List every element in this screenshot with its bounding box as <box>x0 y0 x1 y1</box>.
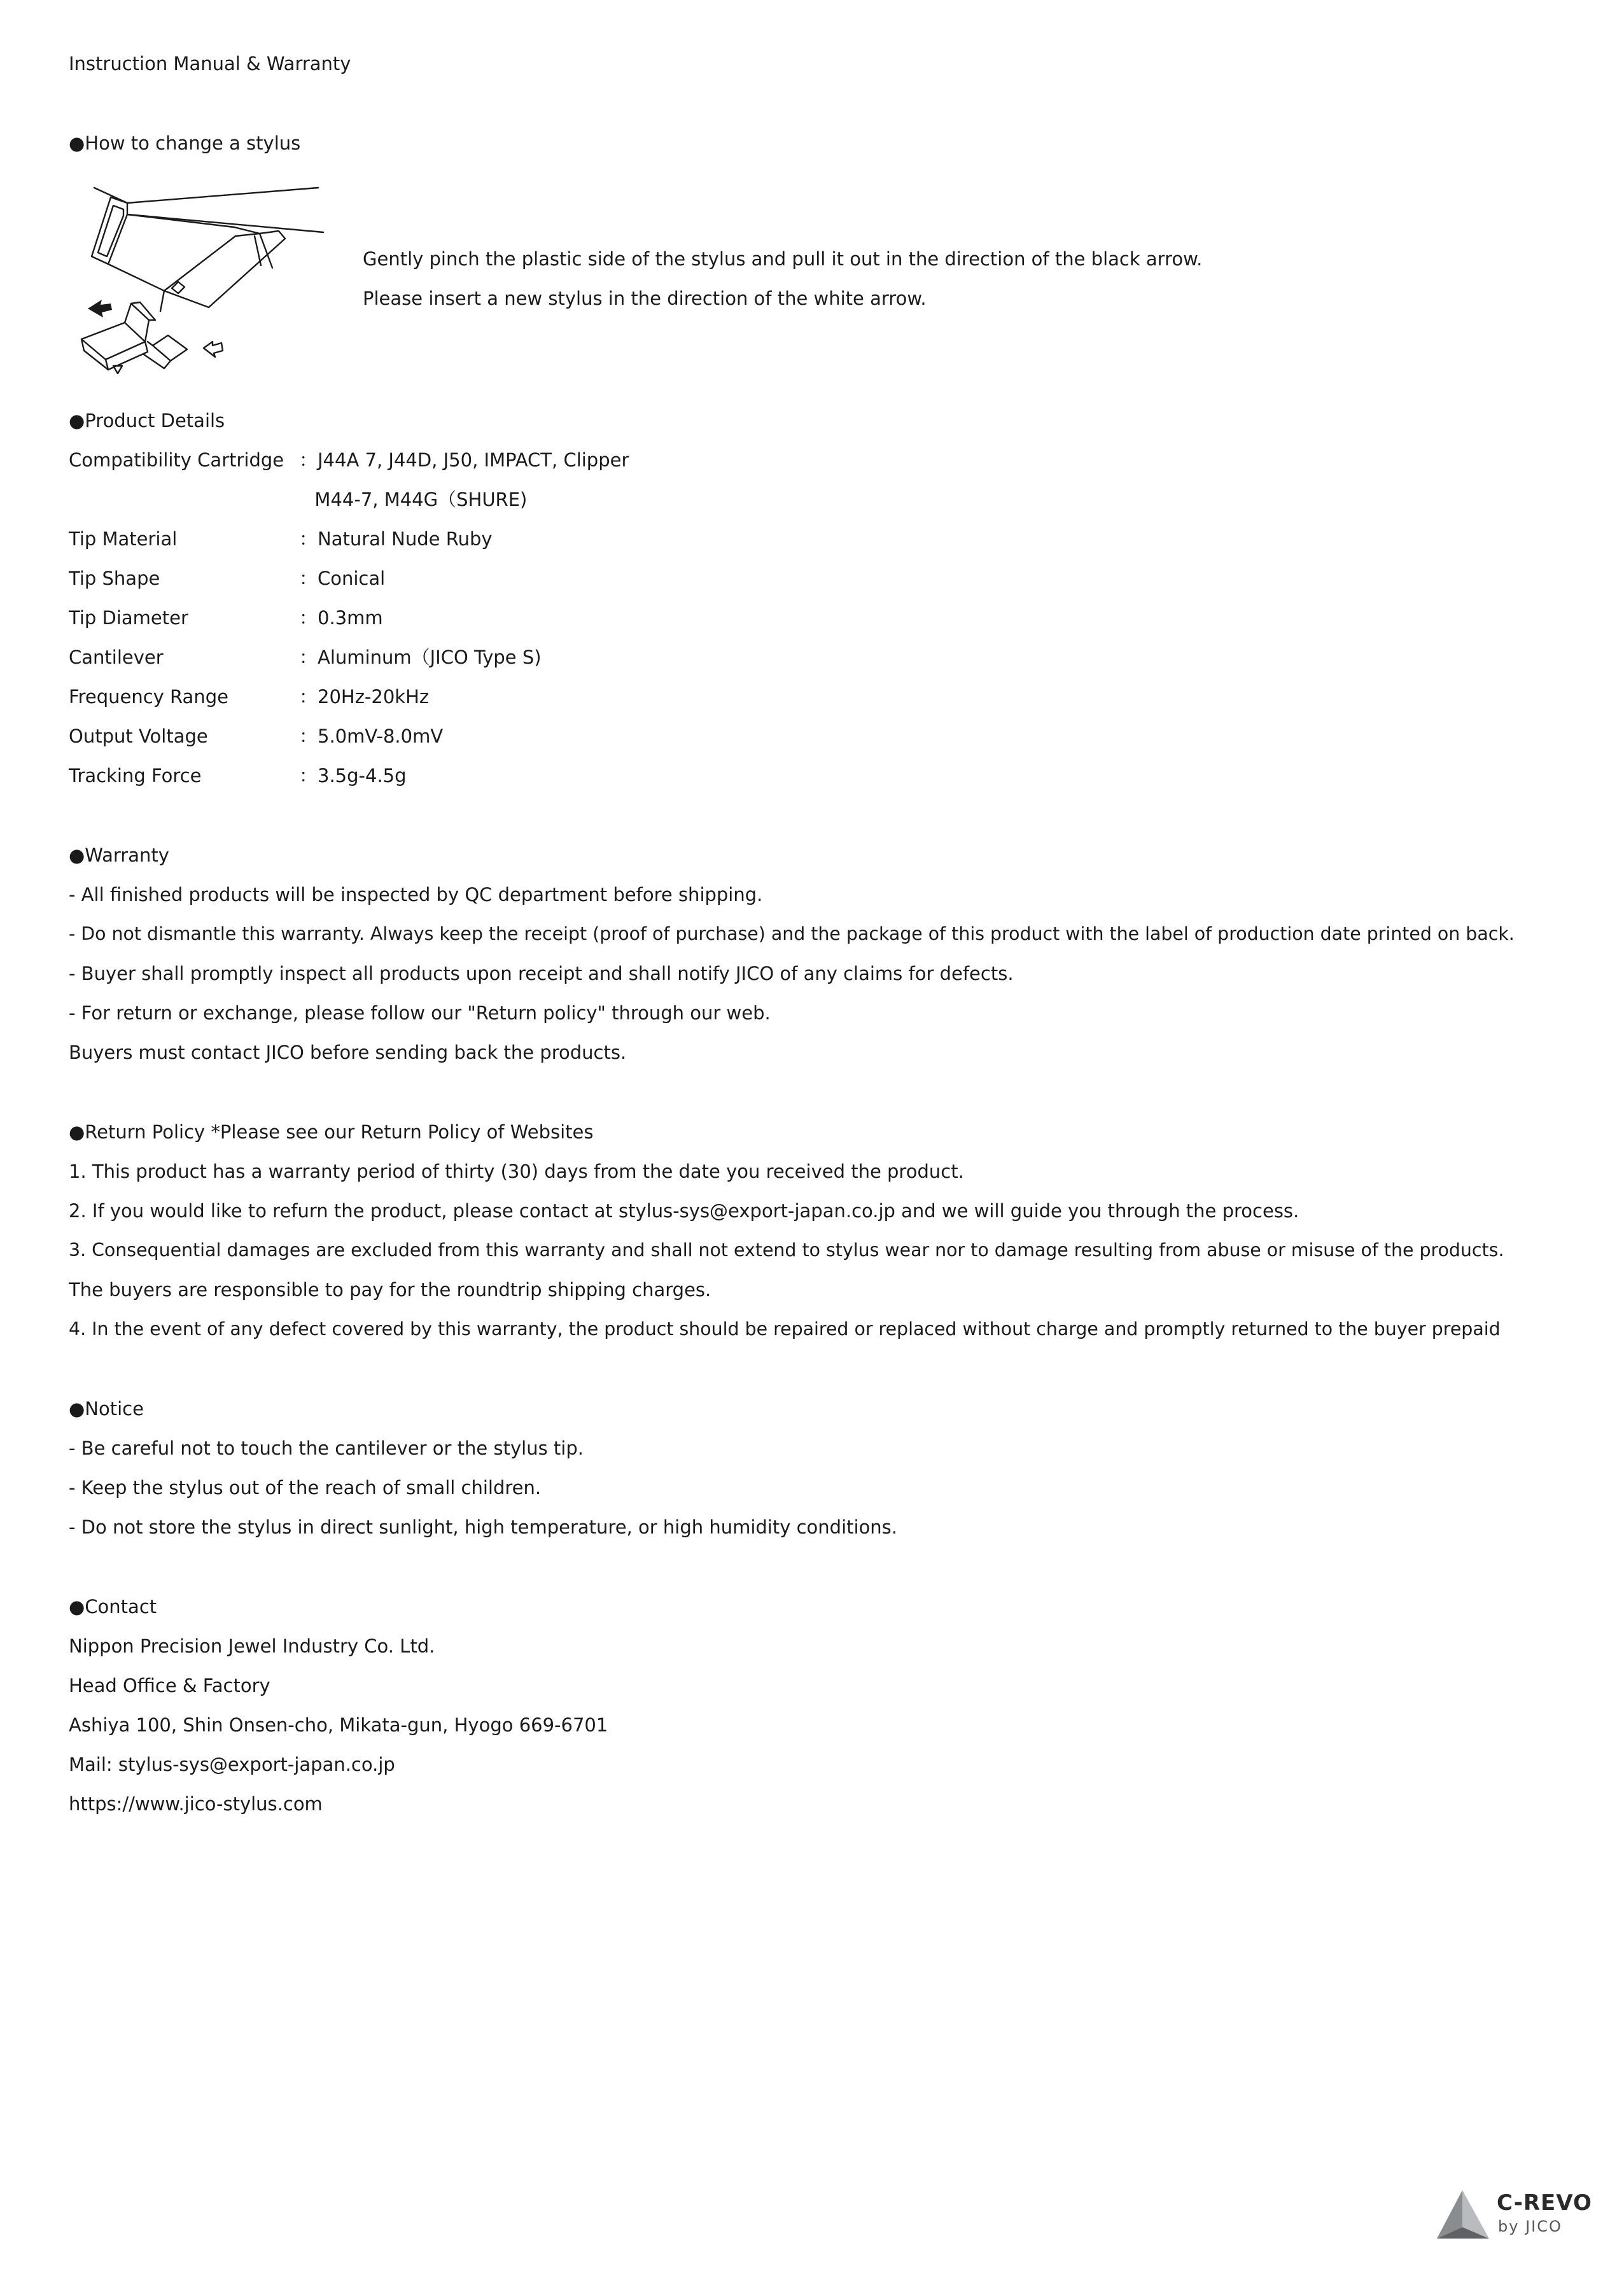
notice-line: - Be careful not to touch the cantilever or the stylus tip. <box>69 1437 584 1459</box>
spec-value-output-voltage: ：5.0mV-8.0mV <box>299 725 444 747</box>
spec-label-cantilever: Cantilever <box>69 646 164 668</box>
warranty-line: - For return or exchange, please follow our "Return policy" through our web. <box>69 1002 771 1024</box>
stylus-change-instruction-2: Please insert a new stylus in the direction of the white arrow. <box>363 288 927 309</box>
return-policy-line: 1. This product has a warranty period of thirty (30) days from the date you received the product. <box>69 1161 964 1182</box>
section-heading-return-policy: ●Return Policy *Please see our Return Policy of Websites <box>69 1121 594 1143</box>
return-policy-line: 2. If you would like to refurn the product, please contact at stylus-sys@export-japan.co.jp and we will guide you through the process. <box>69 1200 1299 1222</box>
section-heading-stylus-change: ●How to change a stylus <box>69 132 301 154</box>
contact-address: Ashiya 100, Shin Onsen-cho, Mikata-gun, Hyogo 669-6701 <box>69 1714 608 1736</box>
warranty-line: Buyers must contact JICO before sending back the products. <box>69 1042 627 1063</box>
return-policy-line: 4. In the event of any defect covered by this warranty, the product should be repaired or replaced without charge and promptly returned to the buyer prepaid <box>69 1318 1501 1339</box>
section-heading-warranty: ●Warranty <box>69 844 169 866</box>
spec-label-compatibility: Compatibility Cartridge <box>69 449 284 471</box>
spec-value-compatibility-cont: M44-7, M44G（SHURE) <box>303 489 528 510</box>
section-heading-contact: ●Contact <box>69 1596 157 1618</box>
warranty-line: - Buyer shall promptly inspect all products upon receipt and shall notify JICO of any claims for defects. <box>69 963 1014 984</box>
contact-website-link[interactable]: https://www.jico-stylus.com <box>69 1793 323 1815</box>
spec-label-tip-shape: Tip Shape <box>69 568 160 589</box>
return-policy-line: 3. Consequential damages are excluded from this warranty and shall not extend to stylus wear nor to damage resulting from abuse or misuse of the products. <box>69 1240 1504 1261</box>
contact-office: Head Office & Factory <box>69 1675 270 1696</box>
section-heading-notice: ●Notice <box>69 1398 144 1420</box>
contact-email[interactable]: Mail: stylus-sys@export-japan.co.jp <box>69 1754 395 1775</box>
spec-value-cantilever: ：Aluminum（JICO Type S) <box>299 646 542 668</box>
page-title: Instruction Manual & Warranty <box>69 53 351 74</box>
stylus-change-instruction-1: Gently pinch the plastic side of the stylus and pull it out in the direction of the black arrow. <box>363 248 1203 270</box>
spec-label-tracking-force: Tracking Force <box>69 765 202 786</box>
spec-value-frequency-range: ：20Hz-20kHz <box>299 686 430 708</box>
spec-label-frequency-range: Frequency Range <box>69 686 228 708</box>
spec-label-tip-material: Tip Material <box>69 528 178 550</box>
warranty-line: - Do not dismantle this warranty. Always keep the receipt (proof of purchase) and the package of this product with the label of production date printed on back. <box>69 923 1515 944</box>
notice-line: - Do not store the stylus in direct sunlight, high temperature, or high humidity conditions. <box>69 1516 898 1538</box>
return-policy-line: The buyers are responsible to pay for the roundtrip shipping charges. <box>69 1279 711 1301</box>
spec-label-tip-diameter: Tip Diameter <box>69 607 188 629</box>
spec-value-tip-material: ：Natural Nude Ruby <box>299 528 493 550</box>
brand-logo-sub: by JICO <box>1498 2218 1562 2235</box>
section-heading-product-details: ●Product Details <box>69 410 225 431</box>
spec-value-tip-shape: ：Conical <box>299 568 386 589</box>
brand-logo-name: C-REVO <box>1497 2190 1592 2216</box>
warranty-line: - All finished products will be inspected by QC department before shipping. <box>69 884 763 905</box>
notice-line: - Keep the stylus out of the reach of small children. <box>69 1477 542 1499</box>
spec-value-compatibility: ：J44A 7, J44D, J50, IMPACT, Clipper <box>299 449 629 471</box>
stylus-change-illustration <box>69 175 336 391</box>
spec-value-tip-diameter: ：0.3mm <box>299 607 383 629</box>
spec-label-output-voltage: Output Voltage <box>69 725 208 747</box>
contact-company: Nippon Precision Jewel Industry Co. Ltd. <box>69 1635 435 1657</box>
spec-value-tracking-force: ：3.5g-4.5g <box>299 765 407 786</box>
